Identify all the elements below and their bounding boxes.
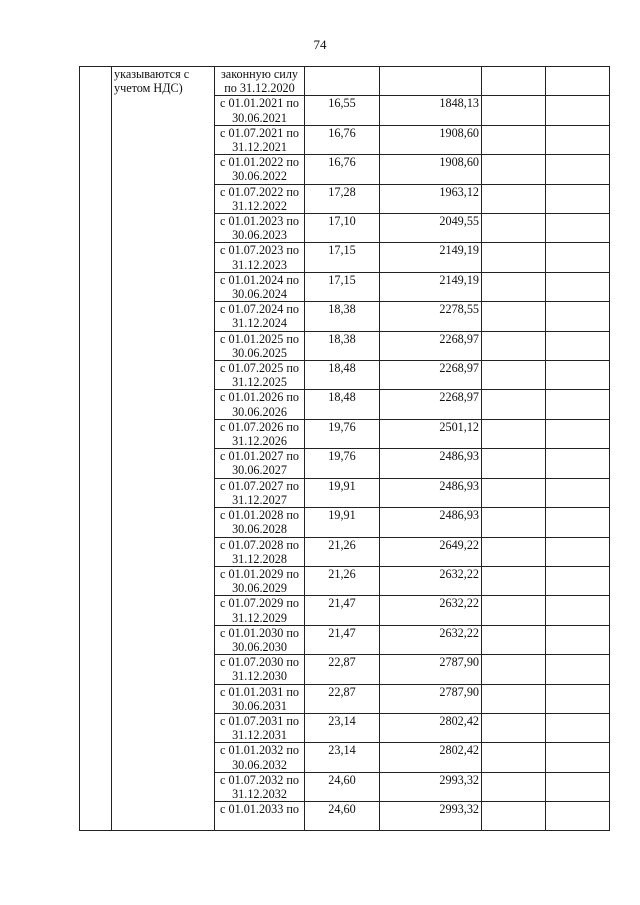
value-cell: 1908,60 (380, 125, 482, 154)
empty-cell (546, 155, 610, 184)
rate-cell: 18,38 (305, 302, 380, 331)
empty-cell (546, 214, 610, 243)
empty-cell (546, 272, 610, 301)
period-cell: с 01.01.2025 по 30.06.2025 (215, 331, 305, 360)
period-cell: с 01.07.2025 по 31.12.2025 (215, 361, 305, 390)
value-cell: 2149,19 (380, 243, 482, 272)
period-cell: с 01.07.2031 по 31.12.2031 (215, 713, 305, 742)
period-cell: с 01.01.2033 по (215, 802, 305, 831)
period-cell: с 01.07.2032 по 31.12.2032 (215, 772, 305, 801)
value-cell: 2149,19 (380, 272, 482, 301)
empty-cell (546, 596, 610, 625)
empty-cell (546, 302, 610, 331)
rate-cell: 19,91 (305, 508, 380, 537)
empty-cell (482, 802, 546, 831)
rate-cell: 17,10 (305, 214, 380, 243)
period-cell: с 01.01.2031 по 30.06.2031 (215, 684, 305, 713)
rate-cell: 22,87 (305, 655, 380, 684)
table-row-first (80, 67, 610, 96)
empty-cell (546, 478, 610, 507)
rate-cell: 17,28 (305, 184, 380, 213)
value-cell: 2993,32 (380, 772, 482, 801)
period-cell: с 01.01.2027 по 30.06.2027 (215, 449, 305, 478)
value-cell: 2486,93 (380, 508, 482, 537)
value-cell: 2632,22 (380, 596, 482, 625)
empty-cell (482, 96, 546, 125)
empty-cell (482, 331, 546, 360)
empty-cell (546, 802, 610, 831)
empty-cell (482, 478, 546, 507)
value-cell: 1963,12 (380, 184, 482, 213)
empty-cell (482, 184, 546, 213)
rate-cell: 24,60 (305, 802, 380, 831)
empty-cell (546, 390, 610, 419)
empty-cell (546, 419, 610, 448)
empty-cell (546, 243, 610, 272)
empty-cell (546, 125, 610, 154)
empty-cell (482, 272, 546, 301)
period-cell: с 01.07.2030 по 31.12.2030 (215, 655, 305, 684)
rate-cell: 16,55 (305, 96, 380, 125)
empty-cell (482, 125, 546, 154)
empty-cell (482, 243, 546, 272)
rate-cell: 21,26 (305, 537, 380, 566)
period-cell: с 01.07.2026 по 31.12.2026 (215, 419, 305, 448)
period-cell: с 01.01.2028 по 30.06.2028 (215, 508, 305, 537)
rate-cell: 17,15 (305, 272, 380, 301)
rate-cell: 16,76 (305, 155, 380, 184)
empty-cell (482, 537, 546, 566)
rate-cell: 18,48 (305, 390, 380, 419)
period-cell: с 01.01.2022 по 30.06.2022 (215, 155, 305, 184)
period-cell: с 01.01.2024 по 30.06.2024 (215, 272, 305, 301)
period-cell: с 01.07.2024 по 31.12.2024 (215, 302, 305, 331)
value-cell: 2993,32 (380, 802, 482, 831)
empty-cell (482, 596, 546, 625)
value-cell: 2649,22 (380, 537, 482, 566)
empty-cell (546, 537, 610, 566)
value-cell (380, 67, 482, 96)
empty-cell (546, 184, 610, 213)
period-cell: законную силу по 31.12.2020 (215, 67, 305, 96)
empty-cell (482, 155, 546, 184)
rate-cell: 19,91 (305, 478, 380, 507)
tariff-table (79, 66, 610, 831)
value-cell: 2632,22 (380, 625, 482, 654)
rate-cell: 16,76 (305, 125, 380, 154)
empty-cell (546, 361, 610, 390)
empty-cell (482, 302, 546, 331)
empty-cell (546, 743, 610, 772)
value-cell: 2802,42 (380, 713, 482, 742)
empty-cell (482, 214, 546, 243)
period-cell: с 01.07.2029 по 31.12.2029 (215, 596, 305, 625)
empty-cell (482, 449, 546, 478)
empty-cell (482, 419, 546, 448)
value-cell: 2787,90 (380, 655, 482, 684)
empty-cell (546, 772, 610, 801)
empty-cell (482, 684, 546, 713)
value-cell: 2632,22 (380, 566, 482, 595)
period-cell: с 01.07.2023 по 31.12.2023 (215, 243, 305, 272)
empty-cell (546, 96, 610, 125)
rate-cell: 23,14 (305, 713, 380, 742)
period-cell: с 01.01.2021 по 30.06.2021 (215, 96, 305, 125)
rate-cell: 21,47 (305, 625, 380, 654)
period-cell: с 01.07.2021 по 31.12.2021 (215, 125, 305, 154)
period-cell: с 01.01.2029 по 30.06.2029 (215, 566, 305, 595)
empty-cell (482, 743, 546, 772)
value-cell: 2501,12 (380, 419, 482, 448)
value-cell: 2278,55 (380, 302, 482, 331)
rate-cell: 21,47 (305, 596, 380, 625)
period-cell: с 01.07.2027 по 31.12.2027 (215, 478, 305, 507)
rate-cell (305, 67, 380, 96)
value-cell: 1908,60 (380, 155, 482, 184)
rate-cell: 21,26 (305, 566, 380, 595)
value-cell: 2486,93 (380, 449, 482, 478)
empty-cell (482, 655, 546, 684)
empty-cell (546, 449, 610, 478)
period-cell: с 01.01.2030 по 30.06.2030 (215, 625, 305, 654)
period-cell: с 01.07.2028 по 31.12.2028 (215, 537, 305, 566)
value-cell: 2802,42 (380, 743, 482, 772)
value-cell: 2787,90 (380, 684, 482, 713)
period-cell: с 01.01.2026 по 30.06.2026 (215, 390, 305, 419)
rate-cell: 24,60 (305, 772, 380, 801)
empty-cell (546, 684, 610, 713)
empty-cell (482, 713, 546, 742)
empty-cell (482, 508, 546, 537)
empty-cell (482, 390, 546, 419)
value-cell: 2268,97 (380, 361, 482, 390)
empty-cell (482, 67, 546, 96)
value-cell: 2268,97 (380, 390, 482, 419)
period-cell: с 01.01.2023 по 30.06.2023 (215, 214, 305, 243)
empty-cell (546, 566, 610, 595)
empty-cell (546, 331, 610, 360)
empty-cell (546, 67, 610, 96)
empty-cell (546, 713, 610, 742)
empty-cell (482, 625, 546, 654)
rate-cell: 19,76 (305, 449, 380, 478)
period-cell: с 01.07.2022 по 31.12.2022 (215, 184, 305, 213)
rate-cell: 18,48 (305, 361, 380, 390)
value-cell: 2268,97 (380, 331, 482, 360)
description-cell: указываются с учетом НДС) (112, 67, 215, 831)
rate-cell: 22,87 (305, 684, 380, 713)
empty-cell (546, 508, 610, 537)
empty-cell (482, 772, 546, 801)
rate-cell: 17,15 (305, 243, 380, 272)
value-cell: 2049,55 (380, 214, 482, 243)
rate-cell: 23,14 (305, 743, 380, 772)
empty-cell (546, 655, 610, 684)
empty-cell (546, 625, 610, 654)
rate-cell: 18,38 (305, 331, 380, 360)
page-number: 74 (313, 37, 327, 52)
empty-cell (482, 566, 546, 595)
value-cell: 1848,13 (380, 96, 482, 125)
empty-cell (482, 361, 546, 390)
period-cell: с 01.01.2032 по 30.06.2032 (215, 743, 305, 772)
value-cell: 2486,93 (380, 478, 482, 507)
rate-cell: 19,76 (305, 419, 380, 448)
empty-number-cell (80, 67, 112, 831)
